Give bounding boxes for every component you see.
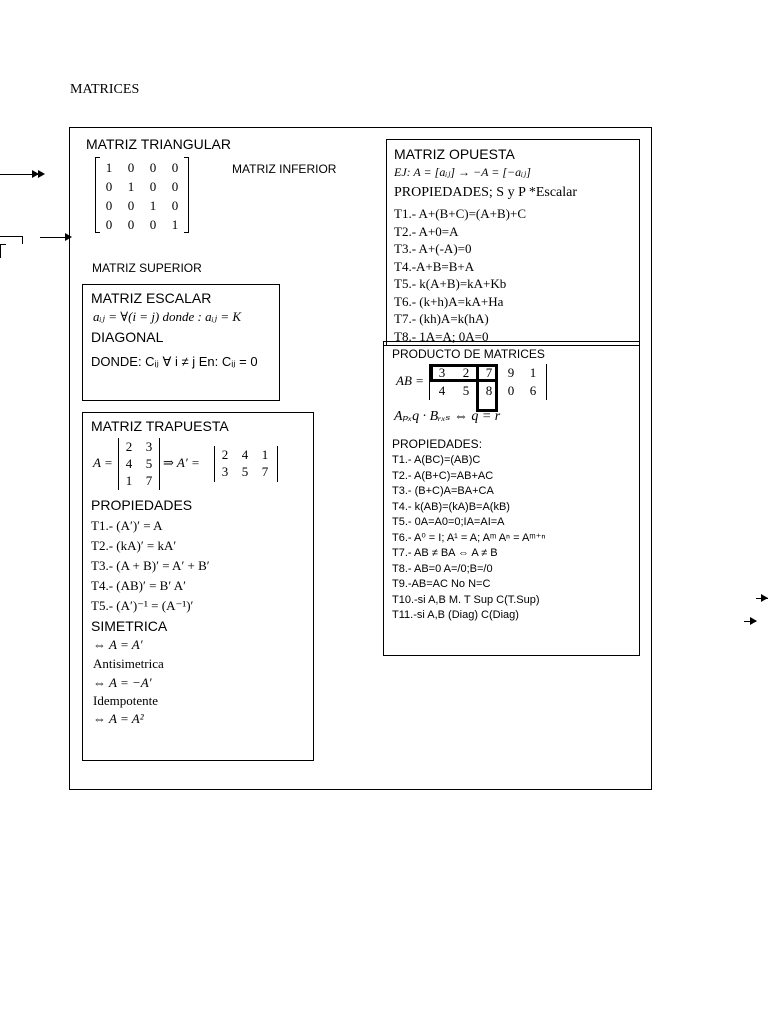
escalar-title: MATRIZ ESCALAR bbox=[91, 290, 212, 306]
matrix-cell: 2 bbox=[221, 447, 229, 462]
matrix-cell: 0 bbox=[171, 160, 179, 175]
property-line: T8.- 1A=A; 0A=0 bbox=[394, 328, 489, 344]
matrix-cell: 2 bbox=[462, 365, 470, 380]
matrix-cell: 0 bbox=[127, 217, 135, 232]
matrix-cell: 0 bbox=[105, 179, 113, 194]
matrix-cell: 1 bbox=[171, 217, 179, 232]
producto-ab-label: AB = bbox=[396, 373, 424, 388]
matrix-cell: 0 bbox=[507, 383, 515, 398]
trapuesta-prop-title: PROPIEDADES bbox=[91, 497, 193, 513]
matrix-cell: 9 bbox=[507, 365, 515, 380]
matrix-cell: 1 bbox=[125, 473, 133, 488]
matrix-cell: 1 bbox=[529, 365, 537, 380]
property-line: T4.- (AB)′ = B′ A′ bbox=[91, 578, 186, 593]
matriz-superior-label: MATRIZ SUPERIOR bbox=[92, 261, 202, 275]
property-line: T1.- (A′)′ = A bbox=[91, 518, 163, 533]
property-line: T1.- A+(B+C)=(A+B)+C bbox=[394, 206, 526, 221]
opuesta-example: EJ: A = [aᵢⱼ] → −A = [−aᵢⱼ] bbox=[394, 165, 531, 179]
opuesta-prop-title: PROPIEDADES; S y P *Escalar bbox=[394, 185, 578, 200]
triangular-matrix bbox=[95, 157, 189, 233]
matrix-cell: 3 bbox=[221, 464, 229, 479]
matrix-cell: 3 bbox=[145, 439, 153, 454]
matrix-cell: 1 bbox=[261, 447, 269, 462]
idempotente-eq: ⇔ A = A² bbox=[93, 711, 144, 726]
page-title: MATRICES bbox=[70, 82, 140, 97]
simetrica-label: SIMETRICA bbox=[91, 618, 168, 634]
property-line: T3.- A+(-A)=0 bbox=[394, 241, 472, 256]
property-line: T6.- A⁰ = I; A¹ = A; Aᵐ Aⁿ = Aᵐ⁺ⁿ bbox=[392, 531, 546, 544]
triangular-title: MATRIZ TRIANGULAR bbox=[86, 136, 231, 152]
property-line: T1.- A(BC)=(AB)C bbox=[392, 454, 481, 466]
property-line: T3.- (A + B)′ = A′ + B′ bbox=[91, 558, 210, 573]
matrix-cell: 5 bbox=[145, 456, 153, 471]
matrix-cell: 6 bbox=[529, 383, 537, 398]
property-line: T3.- (B+C)A=BA+CA bbox=[392, 485, 494, 497]
property-line: T7.- (kh)A=k(hA) bbox=[394, 311, 489, 326]
trapuesta-a-matrix bbox=[118, 438, 160, 490]
antisimetrica-eq: ⇔ A = −A′ bbox=[93, 675, 152, 690]
escalar-diagonal: DIAGONAL bbox=[91, 329, 164, 345]
property-line: T2.- A(B+C)=AB+AC bbox=[392, 469, 494, 482]
matrix-cell: 0 bbox=[127, 198, 135, 213]
producto-condition: Aₚₓq · Bᵣₓₛ ⇔ q = r bbox=[394, 409, 501, 424]
matrix-cell: 5 bbox=[241, 464, 249, 479]
section-double-line bbox=[384, 345, 639, 346]
property-line: T9.-AB=AC No N=C bbox=[392, 578, 491, 590]
escalar-formula: aᵢⱼ = ∀(i = j) donde : aᵢⱼ = K bbox=[93, 309, 242, 324]
matrix-cell: 1 bbox=[105, 160, 113, 175]
matrix-cell: 5 bbox=[462, 383, 470, 398]
matrix-cell: 0 bbox=[149, 160, 157, 175]
matrix-cell: 4 bbox=[125, 456, 133, 471]
matrix-cell: 0 bbox=[149, 217, 157, 232]
matrix-cell: 4 bbox=[438, 383, 446, 398]
property-line: T11.-si A,B (Diag) C(Diag) bbox=[392, 609, 519, 621]
matrix-cell: 7 bbox=[485, 365, 493, 380]
matriz-inferior-label: MATRIZ INFERIOR bbox=[232, 162, 337, 176]
producto-prop-title: PROPIEDADES: bbox=[392, 437, 483, 451]
trapuesta-props-list bbox=[91, 516, 210, 616]
trapuesta-a-label: A = bbox=[93, 455, 113, 470]
property-line: T2.- A+0=A bbox=[394, 223, 459, 239]
matrix-cell: 1 bbox=[127, 179, 135, 194]
property-line: T2.- (kA)′ = kA′ bbox=[91, 538, 177, 553]
property-line: T5.- 0A=A0=0;IA=AI=A bbox=[392, 516, 505, 528]
idempotente-label: Idempotente bbox=[93, 693, 158, 708]
antisimetrica-label: Antisimetrica bbox=[93, 656, 164, 671]
matrix-cell: 7 bbox=[261, 464, 269, 479]
matrix-cell: 0 bbox=[171, 179, 179, 194]
matrix-cell: 2 bbox=[125, 439, 133, 454]
trapuesta-at-matrix bbox=[214, 446, 278, 482]
property-line: T7.- AB ≠ BA ⇔ A ≠ B bbox=[392, 547, 498, 559]
property-line: T4.- k(AB)=(kA)B=A(kB) bbox=[392, 500, 510, 513]
trapuesta-implies: ⇒ A′ = bbox=[163, 455, 200, 470]
matrix-cell: 0 bbox=[105, 198, 113, 213]
escalar-donde: DONDE: Cᵢⱼ ∀ i ≠ j En: Cᵢⱼ = 0 bbox=[91, 354, 258, 369]
simetrica-eq: ⇔ A = A′ bbox=[93, 637, 143, 652]
property-line: T5.- (A′)⁻¹ = (A⁻¹)′ bbox=[91, 598, 194, 613]
opuesta-props-list bbox=[394, 205, 526, 345]
trapuesta-title: MATRIZ TRAPUESTA bbox=[91, 418, 229, 434]
producto-title: PRODUCTO DE MATRICES bbox=[392, 347, 545, 361]
producto-right-matrix bbox=[477, 364, 547, 400]
property-line: T4.-A+B=B+A bbox=[394, 258, 475, 274]
matrix-cell: 0 bbox=[127, 160, 135, 175]
matrix-cell: 4 bbox=[241, 447, 249, 462]
producto-props-list bbox=[392, 453, 545, 624]
property-line: T6.- (k+h)A=kA+Ha bbox=[394, 293, 504, 309]
matrix-cell: 8 bbox=[485, 383, 493, 398]
matrix-cell: 0 bbox=[105, 217, 113, 232]
property-line: T10.-si A,B M. T Sup C(T.Sup) bbox=[392, 593, 540, 606]
matrix-cell: 0 bbox=[171, 198, 179, 213]
matrix-cell: 0 bbox=[149, 179, 157, 194]
property-line: T8.- AB=0 A=/0;B=/0 bbox=[392, 562, 493, 575]
opuesta-title: MATRIZ OPUESTA bbox=[394, 146, 515, 162]
property-line: T5.- k(A+B)=kA+Kb bbox=[394, 276, 507, 291]
matrix-cell: 3 bbox=[438, 365, 446, 380]
matrix-cell: 7 bbox=[145, 473, 153, 488]
matrix-cell: 1 bbox=[149, 198, 157, 213]
